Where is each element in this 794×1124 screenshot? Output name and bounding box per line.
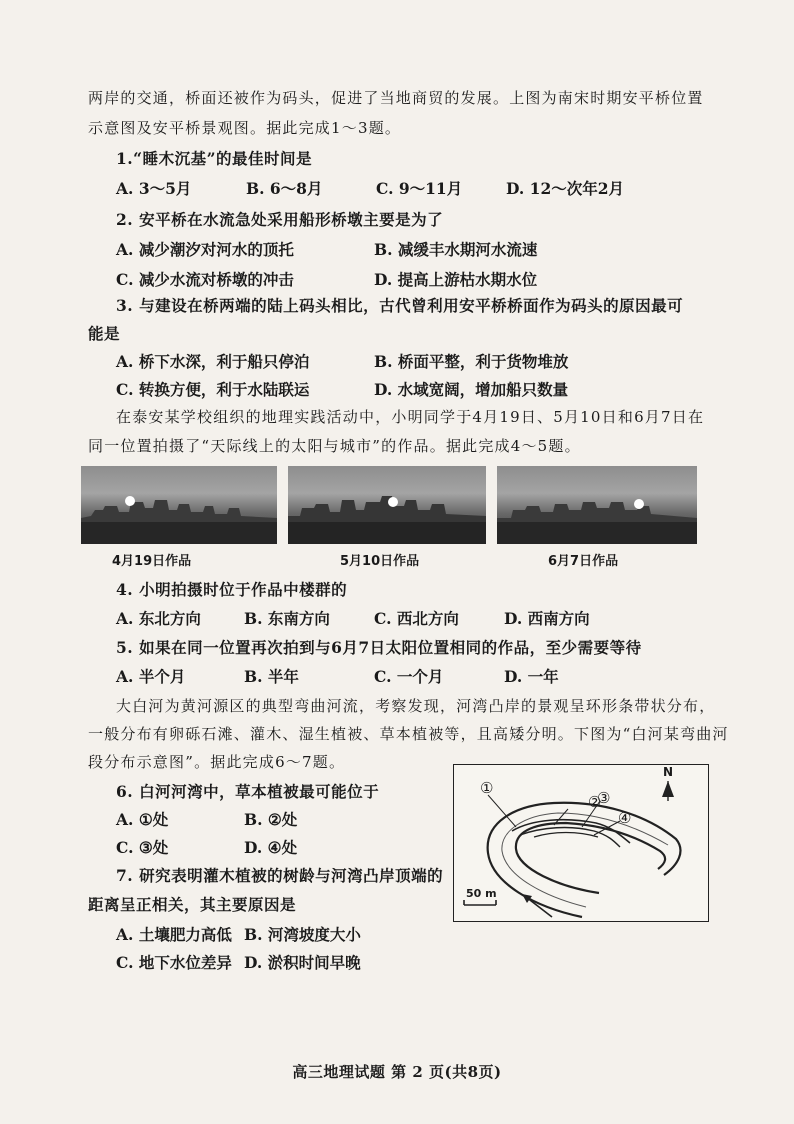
q2-option-b: B. 减缓丰水期河水流速 [374, 240, 538, 259]
q1-option-a: A. 3～5月 [116, 179, 192, 198]
q4-option-b: B. 东南方向 [244, 609, 330, 628]
q3-option-a: A. 桥下水深，利于船只停泊 [116, 352, 310, 371]
caption-jun7: 6月7日作品 [548, 554, 619, 569]
q7-stem: 7. 研究表明灌木植被的树龄与河湾凸岸顶端的 [116, 866, 444, 885]
q3-stem: 3. 与建设在桥两端的陆上码头相比，古代曾利用安平桥桥面作为码头的原因最可 [116, 296, 684, 315]
q6-option-d: D. ④处 [244, 838, 298, 857]
marker-1: ① [480, 779, 494, 797]
marker-3: ③ [597, 789, 611, 807]
marker-4: ④ [618, 809, 632, 827]
q1-option-c: C. 9～11月 [376, 179, 463, 198]
intro1-line2: 示意图及安平桥景观图。据此完成1～3题。 [88, 119, 402, 137]
marker-2: ② [588, 793, 602, 811]
skyline-photo-apr19 [81, 466, 277, 544]
skyline-photo-may10 [288, 466, 486, 544]
intro2-line1: 在泰安某学校组织的地理实践活动中，小明同学于4月19日、5月10日和6月7日在 [116, 408, 705, 426]
skyline-photo-jun7 [497, 466, 697, 544]
q3-option-b: B. 桥面平整，利于货物堆放 [374, 352, 569, 371]
q4-option-d: D. 西南方向 [504, 609, 590, 628]
caption-may10: 5月10日作品 [340, 554, 420, 569]
q3-option-d: D. 水域宽阔，增加船只数量 [374, 380, 569, 399]
q1-stem: 1.“睡木沉基”的最佳时间是 [116, 149, 313, 168]
q5-stem: 5. 如果在同一位置再次拍到与6月7日太阳位置相同的作品，至少需要等待 [116, 638, 642, 657]
q6-option-a: A. ①处 [116, 810, 169, 829]
intro2-line2: 同一位置拍摄了“天际线上的太阳与城市”的作品。据此完成4～5题。 [88, 437, 581, 455]
q4-option-a: A. 东北方向 [116, 609, 201, 628]
intro3-line3: 段分布示意图”。据此完成6～7题。 [88, 753, 346, 771]
sun-icon [125, 496, 135, 506]
caption-apr19: 4月19日作品 [112, 554, 192, 569]
q5-option-c: C. 一个月 [374, 667, 444, 686]
q1-option-b: B. 6～8月 [246, 179, 323, 198]
intro1-line1: 两岸的交通，桥面还被作为码头，促进了当地商贸的发展。上图为南宋时期安平桥位置 [88, 89, 704, 107]
intro3-line1: 大白河为黄河源区的典型弯曲河流，考察发现，河湾凸岸的景观呈环形条带状分布， [116, 697, 716, 715]
q7-option-a: A. 土壤肥力高低 [116, 925, 232, 944]
sun-icon [634, 499, 644, 509]
intro3-line2: 一般分布有卵砾石滩、灌木、湿生植被、草本植被等，且高矮分明。下图为“白河某弯曲河 [88, 725, 729, 743]
q5-option-a: A. 半个月 [116, 667, 186, 686]
q2-option-d: D. 提高上游枯水期水位 [374, 270, 538, 289]
sun-icon [388, 497, 398, 507]
q2-stem: 2. 安平桥在水流急处采用船形桥墩主要是为了 [116, 210, 444, 229]
q3-stem-cont: 能是 [88, 324, 121, 343]
q1-option-d: D. 12～次年2月 [506, 179, 625, 198]
q6-stem: 6. 白河河湾中，草本植被最可能位于 [116, 782, 380, 801]
north-label: N [663, 765, 674, 779]
q7-option-b: B. 河湾坡度大小 [244, 925, 361, 944]
q7-stem-cont: 距离呈正相关，其主要原因是 [88, 895, 297, 914]
page-footer: 高三地理试题 第 2 页(共8页) [292, 1063, 502, 1081]
q4-stem: 4. 小明拍摄时位于作品中楼群的 [116, 580, 348, 599]
q7-option-d: D. 淤积时间早晚 [244, 953, 361, 972]
q3-option-c: C. 转换方便，利于水陆联运 [116, 380, 310, 399]
q4-option-c: C. 西北方向 [374, 609, 459, 628]
q6-option-c: C. ③处 [116, 838, 169, 857]
q2-option-c: C. 减少水流对桥墩的冲击 [116, 270, 294, 289]
scale-label: 50 m [466, 887, 497, 900]
q7-option-c: C. 地下水位差异 [116, 953, 232, 972]
q2-option-a: A. 减少潮汐对河水的顶托 [116, 240, 294, 259]
q6-option-b: B. ②处 [244, 810, 298, 829]
q5-option-d: D. 一年 [504, 667, 559, 686]
q5-option-b: B. 半年 [244, 667, 299, 686]
river-bend-map [453, 764, 709, 922]
